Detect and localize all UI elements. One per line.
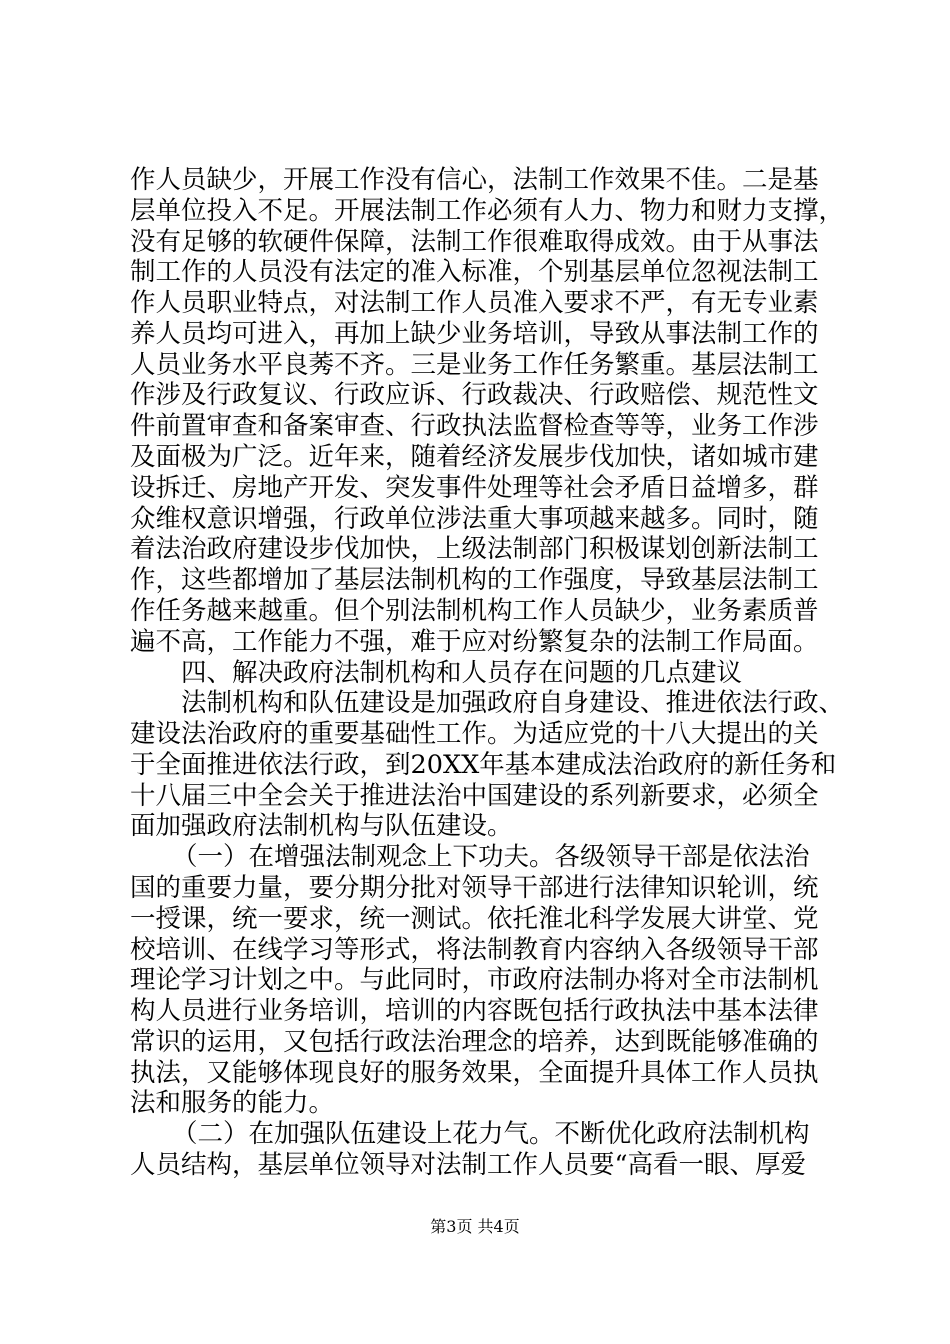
text-line: 人员业务水平良莠不齐。三是业务工作任务繁重。基层法制工: [130, 350, 819, 380]
page-footer: 第3页 共4页: [430, 1217, 520, 1236]
text-line: 法和服务的能力。: [130, 1088, 335, 1118]
text-line: 理论学习计划之中。与此同时，市政府法制办将对全市法制机: [130, 965, 819, 995]
text-line: 执法，又能够体现良好的服务效果，全面提升具体工作人员执: [130, 1058, 819, 1088]
text-line: 常识的运用，又包括行政法治理念的培养，达到既能够准确的: [130, 1027, 819, 1057]
text-line: 作任务越来越重。但个别法制机构工作人员缺少，业务素质普: [130, 596, 819, 626]
text-line: 人员结构，基层单位领导对法制工作人员要“高看一眼、厚爱: [130, 1150, 807, 1180]
text-line: 没有足够的软硬件保障，法制工作很难取得成效。由于从事法: [130, 227, 819, 257]
text-line: 构人员进行业务培训，培训的内容既包括行政执法中基本法律: [130, 996, 819, 1026]
text-line: 作人员缺少，开展工作没有信心，法制工作效果不佳。二是基: [130, 165, 819, 195]
text-line: 十八届三中全会关于推进法治中国建设的系列新要求，必须全: [130, 781, 819, 811]
text-line: 作，这些都增加了基层法制机构的工作强度，导致基层法制工: [130, 565, 819, 595]
text-line: 校培训、在线学习等形式，将法制教育内容纳入各级领导干部: [130, 935, 819, 965]
text-line: 于全面推进依法行政，到20XX年基本建成法治政府的新任务和: [130, 750, 837, 780]
text-line: 国的重要力量，要分期分批对领导干部进行法律知识轮训，统: [130, 873, 819, 903]
text-line: （二）在加强队伍建设上花力气。不断优化政府法制机构: [172, 1119, 810, 1149]
text-line: 及面极为广泛。近年来，随着经济发展步伐加快，诸如城市建: [130, 442, 819, 472]
text-line: 遍不高，工作能力不强，难于应对纷繁复杂的法制工作局面。: [130, 627, 819, 657]
text-line: 养人员均可进入，再加上缺少业务培训，导致从事法制工作的: [130, 319, 819, 349]
text-line: 一授课，统一要求，统一测试。依托淮北科学发展大讲堂、党: [130, 904, 819, 934]
text-line: 制工作的人员没有法定的准入标准，个别基层单位忽视法制工: [130, 257, 819, 287]
text-line: 众维权意识增强，行政单位涉法重大事项越来越多。同时，随: [130, 504, 819, 534]
text-line: 着法治政府建设步伐加快，上级法制部门积极谋划创新法制工: [130, 534, 819, 564]
text-line: 作涉及行政复议、行政应诉、行政裁决、行政赔偿、规范性文: [130, 380, 819, 410]
section-heading: 四、解决政府法制机构和人员存在问题的几点建议: [181, 658, 743, 688]
text-line: 法制机构和队伍建设是加强政府自身建设、推进依法行政、: [181, 688, 845, 718]
text-line: 面加强政府法制机构与队伍建设。: [130, 811, 513, 841]
text-line: 作人员职业特点，对法制工作人员准入要求不严，有无专业素: [130, 288, 819, 318]
text-line: 设拆迁、房地产开发、突发事件处理等社会矛盾日益增多，群: [130, 473, 819, 503]
text-line: （一）在增强法制观念上下功夫。各级领导干部是依法治: [172, 842, 810, 872]
text-line: 层单位投入不足。开展法制工作必须有人力、物力和财力支撑，: [130, 196, 845, 226]
text-line: 建设法治政府的重要基础性工作。为适应党的十八大提出的关: [130, 719, 819, 749]
text-line: 件前置审查和备案审查、行政执法监督检查等等，业务工作涉: [130, 411, 819, 441]
